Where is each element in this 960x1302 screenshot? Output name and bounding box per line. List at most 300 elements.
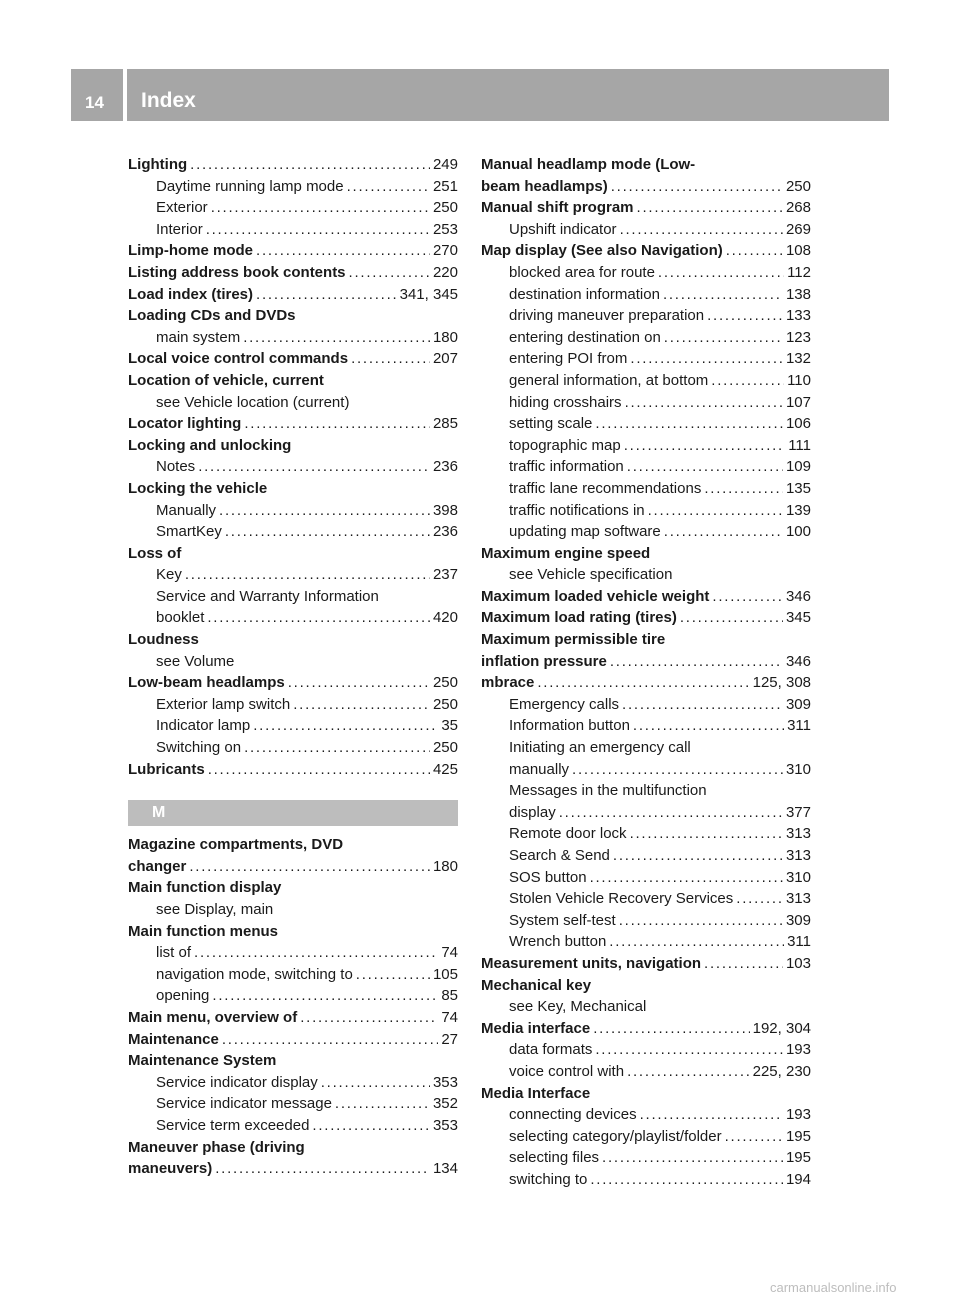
index-subentry <box>481 780 811 802</box>
index-subentry <box>128 392 458 414</box>
leader-dots <box>664 327 783 349</box>
leader-dots <box>559 802 783 824</box>
entry-text: Location of vehicle, current <box>128 371 324 389</box>
leader-dots <box>619 910 783 932</box>
index-entry <box>128 1029 458 1051</box>
index-subentry <box>128 327 458 349</box>
leader-dots <box>351 348 430 370</box>
page-ref: 125, 308 <box>752 674 811 692</box>
page-title: Index <box>141 89 196 112</box>
leader-dots <box>212 985 438 1007</box>
page-ref: 103 <box>785 954 811 972</box>
index-subentry <box>481 802 811 824</box>
leader-dots <box>610 651 783 673</box>
entry-text: Low-beam headlamps <box>128 674 285 692</box>
entry-text: Maximum permissible tire <box>481 631 666 649</box>
leader-dots <box>590 867 783 889</box>
entry-text: Main function display <box>128 879 282 897</box>
leader-dots <box>648 500 783 522</box>
entry-text: Magazine compartments, DVD <box>128 836 344 854</box>
index-subentry <box>128 1072 458 1094</box>
entry-text: entering destination on <box>509 328 661 346</box>
page-ref: 138 <box>785 285 811 303</box>
leader-dots <box>736 888 783 910</box>
page-ref: 310 <box>785 868 811 886</box>
page-ref: 180 <box>432 328 458 346</box>
page-ref: 249 <box>432 156 458 173</box>
page-ref: 353 <box>432 1073 458 1091</box>
index-subentry <box>128 1093 458 1115</box>
entry-text: topographic map <box>509 436 621 454</box>
entry-text: Upshift indicator <box>509 220 617 238</box>
index-entry <box>128 834 458 856</box>
index-subentry <box>481 284 811 306</box>
entry-text: list of <box>156 944 192 962</box>
page-ref: 313 <box>785 847 811 864</box>
leader-dots <box>198 456 430 478</box>
page-ref: 250 <box>432 674 458 692</box>
index-subentry <box>128 521 458 543</box>
entry-text: Maneuver phase (driving <box>128 1138 305 1156</box>
entry-text: Measurement units, navigation <box>481 954 702 972</box>
index-entry <box>128 348 458 370</box>
page-ref: 311 <box>787 933 811 951</box>
page-number: 14 <box>85 93 104 112</box>
entry-text: Emergency calls <box>509 695 620 713</box>
index-entry <box>481 975 811 997</box>
page-ref: 285 <box>432 415 458 433</box>
index-subentry <box>481 370 811 392</box>
page-ref: 139 <box>785 501 811 519</box>
entry-text: Map display (See also Navigation) <box>481 242 723 260</box>
leader-dots <box>613 845 783 867</box>
page-ref: 74 <box>441 944 458 962</box>
page-ref: 309 <box>785 695 811 713</box>
leader-dots <box>312 1115 430 1137</box>
index-entry <box>481 607 811 629</box>
entry-text: see Vehicle specification <box>509 566 673 584</box>
entry-text: Media interface <box>481 1019 591 1037</box>
index-column-right <box>481 154 811 1191</box>
index-subentry <box>128 564 458 586</box>
entry-text: Maximum load rating (tires) <box>481 609 677 627</box>
leader-dots <box>194 942 438 964</box>
entry-text: Listing address book contents <box>128 263 346 281</box>
entry-text: Interior <box>156 220 203 238</box>
leader-dots <box>611 176 783 198</box>
index-subentry <box>128 500 458 522</box>
leader-dots <box>658 262 784 284</box>
index-entry <box>128 877 458 899</box>
page-ref: 251 <box>432 177 458 195</box>
entry-text: changer <box>128 857 187 875</box>
page-ref: 195 <box>785 1127 811 1145</box>
index-entry <box>128 921 458 943</box>
entry-text: Loudness <box>128 631 199 649</box>
page-ref: 253 <box>432 220 458 238</box>
index-subentry <box>481 1104 811 1126</box>
page-ref: 193 <box>785 1106 811 1124</box>
entry-text: hiding crosshairs <box>509 393 622 411</box>
leader-dots <box>625 392 783 414</box>
index-entry <box>481 240 811 262</box>
entry-text: general information, at bottom <box>509 371 709 389</box>
entry-text: SmartKey <box>156 523 222 541</box>
index-subentry <box>481 759 811 781</box>
index-subentry <box>128 985 458 1007</box>
page-header <box>71 69 889 121</box>
page-ref: 194 <box>785 1170 811 1188</box>
entry-text: Main menu, overview of <box>128 1008 298 1026</box>
entry-text: Information button <box>509 717 630 735</box>
page-ref: 346 <box>785 587 811 605</box>
leader-dots <box>207 607 430 629</box>
leader-dots <box>707 305 783 327</box>
leader-dots <box>590 1169 783 1191</box>
entry-text: Service and Warranty Information <box>156 587 379 605</box>
index-subentry <box>481 564 811 586</box>
page-ref: 105 <box>432 965 458 983</box>
page-ref: 123 <box>785 328 811 346</box>
leader-dots <box>219 500 430 522</box>
leader-dots <box>189 856 430 878</box>
entry-text: driving maneuver preparation <box>509 307 705 325</box>
entry-text: Locator lighting <box>128 415 242 433</box>
leader-dots <box>222 1029 438 1051</box>
page-ref: 110 <box>787 371 811 389</box>
page-ref: 220 <box>432 263 458 281</box>
page-ref: 236 <box>432 523 458 541</box>
page-ref: 250 <box>432 199 458 217</box>
leader-dots <box>704 953 783 975</box>
leader-dots <box>572 759 783 781</box>
index-subentry <box>481 694 811 716</box>
page-ref: 352 <box>432 1095 458 1113</box>
index-entry <box>128 413 458 435</box>
index-subentry <box>481 413 811 435</box>
leader-dots <box>620 219 783 241</box>
index-subentry <box>481 1147 811 1169</box>
page-ref: 309 <box>785 911 811 929</box>
entry-text: SOS button <box>509 868 587 886</box>
entry-text: Loading CDs and DVDs <box>128 307 296 325</box>
entry-text: Service term exceeded <box>156 1116 310 1134</box>
leader-dots <box>593 1018 749 1040</box>
page-ref: 311 <box>787 717 811 735</box>
leader-dots <box>211 197 430 219</box>
page-ref: 112 <box>787 263 811 281</box>
entry-text: navigation mode, switching to <box>156 965 353 983</box>
index-subentry <box>128 899 458 921</box>
index-subentry <box>128 176 458 198</box>
index-entry <box>481 672 811 694</box>
index-subentry <box>128 942 458 964</box>
page-ref: 341, 345 <box>399 285 458 303</box>
leader-dots <box>704 478 783 500</box>
index-subentry <box>128 607 458 629</box>
index-entry <box>481 154 811 176</box>
leader-dots <box>256 240 430 262</box>
entry-text: data formats <box>509 1041 593 1059</box>
page-ref: 133 <box>785 307 811 325</box>
index-entry <box>481 1018 811 1040</box>
entry-text: Manual shift program <box>481 199 634 217</box>
entry-text: Maintenance <box>128 1030 219 1048</box>
page-ref: 74 <box>441 1008 458 1026</box>
index-subentry <box>481 456 811 478</box>
leader-dots <box>630 348 783 370</box>
leader-dots <box>537 672 749 694</box>
index-entry <box>481 953 811 975</box>
entry-text: Mechanical key <box>481 976 592 994</box>
entry-text: mbrace <box>481 674 535 692</box>
entry-text: Load index (tires) <box>128 285 254 303</box>
page-ref: 111 <box>788 436 811 454</box>
index-subentry <box>481 931 811 953</box>
entry-text: System self-test <box>509 911 616 929</box>
entry-text: Manually <box>156 501 217 519</box>
index-entry <box>128 1050 458 1072</box>
entry-text: Search & Send <box>509 847 610 864</box>
entry-text: Service indicator display <box>156 1073 318 1091</box>
page-ref: 106 <box>785 415 811 433</box>
entry-text: Lubricants <box>128 760 205 778</box>
index-entry <box>481 197 811 219</box>
index-subentry <box>128 456 458 478</box>
leader-dots <box>637 197 783 219</box>
entry-text: selecting category/playlist/folder <box>509 1127 722 1145</box>
index-entry <box>128 759 458 781</box>
index-subentry <box>481 888 811 910</box>
index-list-right <box>481 154 811 1191</box>
index-entry <box>128 1137 458 1159</box>
index-subentry <box>128 964 458 986</box>
entry-text: main system <box>156 328 241 346</box>
page-ref: 313 <box>785 825 811 843</box>
page-ref: 180 <box>432 857 458 875</box>
leader-dots <box>288 672 430 694</box>
entry-text: Service indicator message <box>156 1095 332 1113</box>
page-ref: 85 <box>441 987 458 1005</box>
leader-dots <box>208 759 430 781</box>
section-header-m: M <box>128 800 458 826</box>
leader-dots <box>335 1093 430 1115</box>
entry-text: see Key, Mechanical <box>509 998 647 1016</box>
index-subentry <box>481 262 811 284</box>
index-entry <box>128 435 458 457</box>
leader-dots <box>726 240 783 262</box>
leader-dots <box>595 413 783 435</box>
entry-text: selecting files <box>509 1149 600 1167</box>
leader-dots <box>640 1104 783 1126</box>
entry-text: voice control with <box>509 1062 625 1080</box>
page-ref: 420 <box>432 609 458 627</box>
index-entry <box>481 586 811 608</box>
index-entry <box>481 543 811 565</box>
entry-text: connecting devices <box>509 1106 637 1124</box>
entry-text: Wrench button <box>509 933 607 951</box>
entry-text: traffic lane recommendations <box>509 479 702 497</box>
index-subentry <box>481 305 811 327</box>
index-entry <box>481 629 811 651</box>
leader-dots <box>630 823 783 845</box>
index-entry <box>128 672 458 694</box>
index-subentry <box>128 586 458 608</box>
index-subentry <box>128 715 458 737</box>
entry-text: Manual headlamp mode (Low- <box>481 156 696 173</box>
index-entry <box>128 478 458 500</box>
entry-text: Maximum loaded vehicle weight <box>481 587 710 605</box>
page-ref: 27 <box>441 1030 458 1048</box>
entry-text: beam headlamps) <box>481 177 608 195</box>
entry-text: Locking and unlocking <box>128 436 292 454</box>
entry-text: Key <box>156 566 182 584</box>
page-ref: 225, 230 <box>752 1062 811 1080</box>
entry-text: see Display, main <box>156 901 274 918</box>
leader-dots <box>253 715 438 737</box>
header-divider <box>123 69 127 121</box>
index-entry <box>128 370 458 392</box>
index-subentry <box>481 327 811 349</box>
page-ref: 346 <box>785 652 811 670</box>
entry-text: Indicator lamp <box>156 717 251 735</box>
leader-dots <box>624 435 785 457</box>
entry-text: Loss of <box>128 544 182 562</box>
leader-dots <box>244 413 430 435</box>
index-subentry <box>481 435 811 457</box>
index-subentry <box>481 392 811 414</box>
leader-dots <box>595 1039 783 1061</box>
page-ref: 398 <box>432 501 458 519</box>
leader-dots <box>633 715 784 737</box>
index-entry <box>128 305 458 327</box>
index-subentry <box>481 737 811 759</box>
index-subentry <box>128 737 458 759</box>
page-ref: 237 <box>432 566 458 584</box>
entry-text: Exterior lamp switch <box>156 695 291 713</box>
page-ref: 35 <box>441 717 458 735</box>
page-ref: 268 <box>785 199 811 217</box>
leader-dots <box>609 931 784 953</box>
leader-dots <box>680 607 783 629</box>
leader-dots <box>622 694 783 716</box>
page-ref: 135 <box>785 479 811 497</box>
leader-dots <box>300 1007 438 1029</box>
entry-text: manually <box>509 760 570 778</box>
page-ref: 207 <box>432 350 458 368</box>
index-entry <box>128 1007 458 1029</box>
page-ref: 353 <box>432 1116 458 1134</box>
page-ref: 109 <box>785 458 811 476</box>
leader-dots <box>185 564 430 586</box>
index-subentry <box>481 845 811 867</box>
index-subentry <box>481 715 811 737</box>
leader-dots <box>356 964 430 986</box>
page-ref: 108 <box>785 242 811 260</box>
leader-dots <box>349 262 430 284</box>
leader-dots <box>225 521 430 543</box>
entry-text: see Volume <box>156 652 235 670</box>
index-subentry <box>481 823 811 845</box>
leader-dots <box>711 370 784 392</box>
index-subentry <box>481 478 811 500</box>
index-list-m <box>128 834 458 1180</box>
entry-text: Switching on <box>156 739 242 757</box>
leader-dots <box>321 1072 430 1094</box>
page-ref: 345 <box>785 609 811 627</box>
watermark: carmanualsonline.info <box>770 1280 897 1295</box>
page-ref: 132 <box>785 350 811 368</box>
index-subentry <box>481 219 811 241</box>
page-ref: 425 <box>432 760 458 778</box>
index-subentry <box>128 651 458 673</box>
entry-text: inflation pressure <box>481 652 607 670</box>
page-ref: 250 <box>432 739 458 757</box>
leader-dots <box>712 586 783 608</box>
index-column-left <box>128 154 458 1180</box>
entry-text: opening <box>156 987 210 1005</box>
leader-dots <box>243 327 430 349</box>
entry-text: Messages in the multifunction <box>509 782 707 800</box>
index-subentry <box>481 996 811 1018</box>
page-ref: 250 <box>432 695 458 713</box>
index-subentry <box>128 1115 458 1137</box>
index-subentry <box>481 867 811 889</box>
entry-text: Daytime running lamp mode <box>156 177 344 195</box>
leader-dots <box>206 219 430 241</box>
index-subentry <box>481 1126 811 1148</box>
entry-text: entering POI from <box>509 350 628 368</box>
leader-dots <box>293 694 430 716</box>
leader-dots <box>627 1061 750 1083</box>
index-subentry <box>481 348 811 370</box>
entry-text: Remote door lock <box>509 825 627 843</box>
page-ref: 269 <box>785 220 811 238</box>
index-subentry <box>481 1061 811 1083</box>
entry-text: Stolen Vehicle Recovery Services <box>509 890 734 908</box>
entry-text: updating map software <box>509 523 661 541</box>
leader-dots <box>602 1147 783 1169</box>
index-subentry <box>481 521 811 543</box>
leader-dots <box>663 284 783 306</box>
page-ref: 377 <box>785 803 811 821</box>
entry-text: Initiating an emergency call <box>509 739 691 757</box>
page-ref: 310 <box>785 760 811 778</box>
page-ref: 134 <box>432 1160 458 1178</box>
entry-text: destination information <box>509 285 660 303</box>
entry-text: switching to <box>509 1170 588 1188</box>
page-ref: 192, 304 <box>752 1019 811 1037</box>
entry-text: Maximum engine speed <box>481 544 651 562</box>
entry-text: traffic information <box>509 458 624 476</box>
page-ref: 250 <box>785 177 811 195</box>
index-subentry <box>481 910 811 932</box>
index-entry <box>128 284 458 306</box>
index-subentry <box>481 1039 811 1061</box>
page-ref: 107 <box>785 393 811 411</box>
entry-text: Media Interface <box>481 1084 591 1102</box>
entry-text: Maintenance System <box>128 1052 277 1070</box>
entry-text: Locking the vehicle <box>128 479 268 497</box>
index-subentry <box>481 1169 811 1191</box>
index-entry <box>128 240 458 262</box>
leader-dots <box>215 1158 430 1180</box>
index-entry <box>481 1083 811 1105</box>
entry-text: Exterior <box>156 199 208 217</box>
leader-dots <box>256 284 397 306</box>
page-ref: 193 <box>785 1041 811 1059</box>
entry-text: blocked area for route <box>509 263 655 281</box>
